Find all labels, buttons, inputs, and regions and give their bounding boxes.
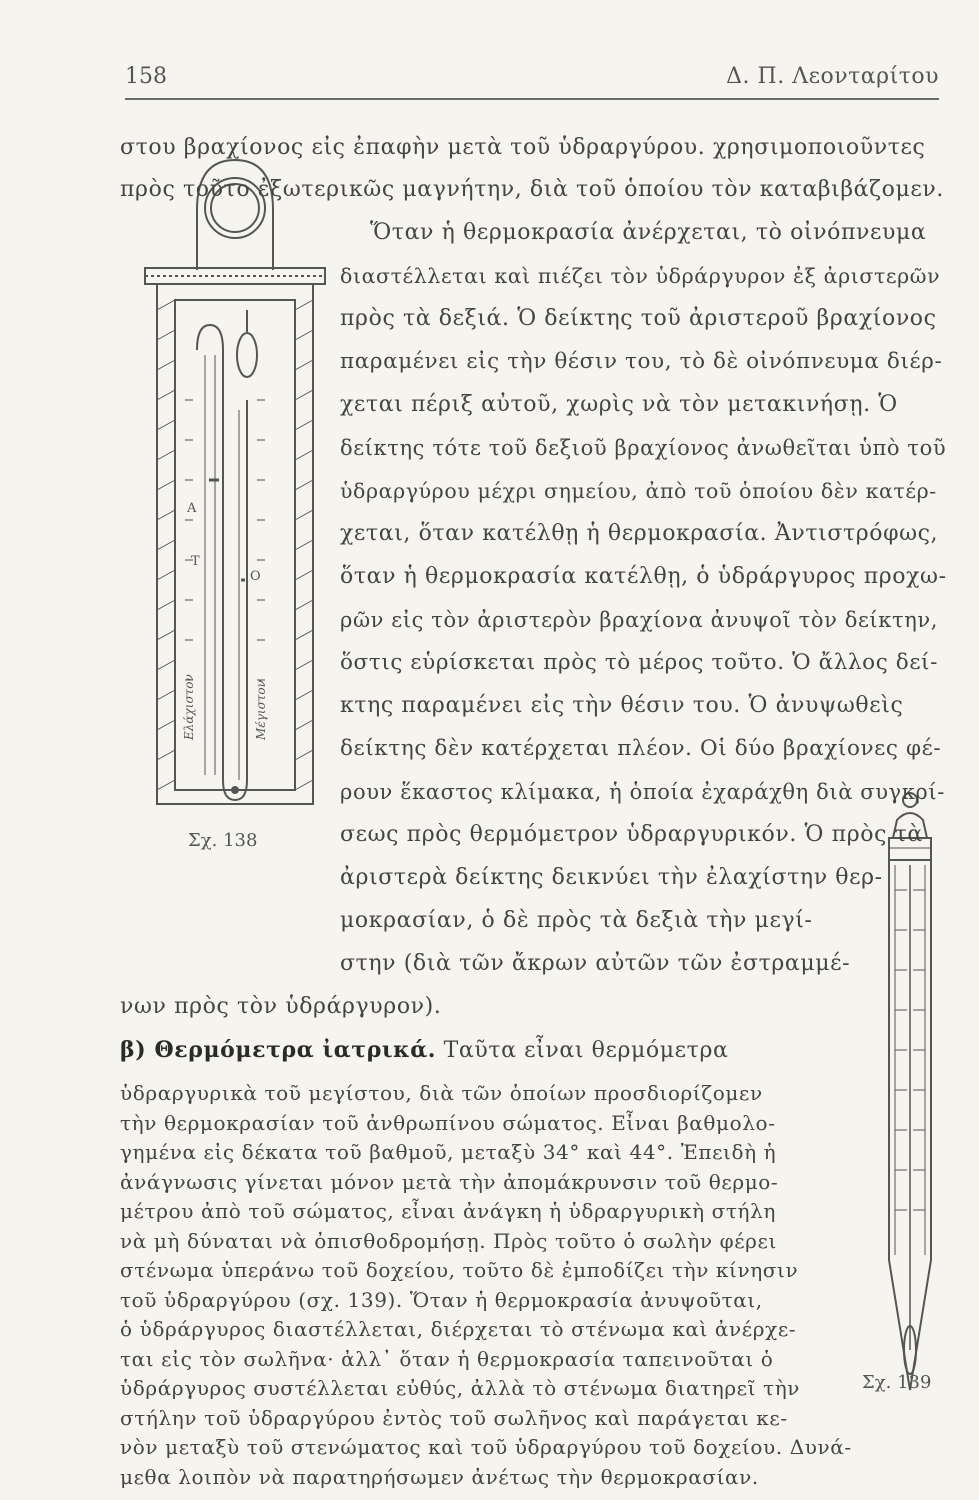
section-heading-line [120, 1035, 728, 1066]
running-head-author: Δ. Π. Λεονταρίτου [726, 64, 939, 89]
figure-139-caption: Σχ. 139 [862, 1372, 932, 1393]
text-line-23: τὴν θερμοκρασίαν τοῦ ἀνθρωπίνου σώματος. Εἶναι βαθμολο- [120, 1111, 776, 1135]
text-line-28: στένωμα ὑπεράνω τοῦ δοχείου, τοῦτο δὲ ἐμποδίζει τὴν κίνησιν [120, 1258, 799, 1282]
text-line-22: ὑδραργυρικὰ τοῦ μεγίστου, διὰ τῶν ὁποίων προσδιορίζομεν [120, 1081, 763, 1105]
text-line-6: παραμένει εἰς τὴν θέσιν του, τὸ δὲ οἰνόπνευμα διέρ- [340, 349, 943, 374]
text-line-31: ται εἰς τὸν σωλῆνα· ἀλλ᾽ ὅταν ἡ θερμοκρασία ταπεινοῦται ὁ [120, 1347, 774, 1371]
fig138-scale-max-label: Μέγιστον [254, 680, 268, 740]
text-line-20: στην (διὰ τῶν ἄκρων αὐτῶν τῶν ἐστραμμέ- [340, 951, 851, 976]
section-heading: β) Θερμόμετρα ἰατρικά. [120, 1037, 437, 1063]
text-line-24: γημένα εἰς δέκατα τοῦ βαθμοῦ, μεταξὺ 34° καὶ 44°. Ἐπειδὴ ἡ [120, 1140, 777, 1164]
text-line-5: πρὸς τὰ δεξιά. Ὁ δείκτης τοῦ ἀριστεροῦ βραχίονος [340, 306, 937, 331]
text-line-32: ὑδράργυρος συστέλλεται εὐθύς, ἀλλὰ τὸ στένωμα διατηρεῖ τὴν [120, 1376, 801, 1400]
text-line-1: στου βραχίονος εἰς ἐπαφὴν μετὰ τοῦ ὑδραργύρου. χρησιμοποιοῦντες [120, 135, 926, 160]
text-line-9: ὑδραργύρου μέχρι σημείου, ἀπὸ τοῦ ὁποίου δὲν κατέρ- [340, 479, 937, 503]
text-line-25: ἀνάγνωσις γίνεται μόνον μετὰ τὴν ἀπομάκρυνσιν τοῦ θερμο- [120, 1170, 779, 1194]
section-heading-continuation: Ταῦτα εἶναι θερμόμετρα [443, 1038, 729, 1063]
text-line-11: ὅταν ἡ θερμοκρασία κατέλθῃ, ὁ ὑδράργυρος προχω- [340, 564, 947, 589]
text-line-30: ὁ ὑδράργυρος διαστέλλεται, διέρχεται τὸ στένωμα καὶ ἀνέρχε- [120, 1317, 797, 1341]
text-line-17: σεως πρὸς θερμόμετρον ὑδραργυρικόν. Ὁ πρὸς τὰ [340, 822, 923, 847]
text-line-4: διαστέλλεται καὶ πιέζει τὸν ὑδράργυρον ἐξ ἀριστερῶν [340, 264, 941, 288]
text-line-18: ἀριστερὰ δείκτης δεικνύει τὴν ἐλαχίστην θερ- [340, 865, 883, 890]
text-line-14: κτης παραμένει εἰς τὴν θέσιν του. Ὁ ἀνυψωθεὶς [340, 693, 904, 718]
text-line-3: Ὅταν ἡ θερμοκρασία ἀνέρχεται, τὸ οἰνόπνευμα [370, 220, 927, 245]
text-line-2: πρὸς τοῦτο ἐξωτερικῶς μαγνήτην, διὰ τοῦ ὁποίου τὸν καταβιβάζομεν. [120, 177, 944, 202]
text-line-8: δείκτης τότε τοῦ δεξιοῦ βραχίονος ἀνωθεῖται ὑπὸ τοῦ [340, 436, 947, 460]
text-line-16: ρουν ἕκαστος κλίμακα, ἡ ὁποία ἐχαράχθη διὰ συγκρί- [340, 780, 945, 804]
text-line-15: δείκτης δὲν κατέρχεται πλέον. Οἱ δύο βραχίονες φέ- [340, 736, 942, 761]
text-line-7: χεται πέριξ αὐτοῦ, χωρὶς νὰ τὸν μετακινήσῃ. Ὁ [340, 392, 898, 417]
text-line-27: νὰ μὴ δύναται νὰ ὀπισθοδρομήσῃ. Πρὸς τοῦτο ὁ σωλὴν φέρει [120, 1229, 777, 1253]
figure-138-caption: Σχ. 138 [188, 830, 258, 851]
fig138-label-o: Ο [250, 569, 261, 584]
text-line-12: ρῶν εἰς τὸν ἀριστερὸν βραχίονα ἀνυψοῖ τὸν δείκτην, [340, 608, 939, 632]
text-line-34: νὸν μεταξὺ τοῦ στενώματος καὶ τοῦ ὑδραργύρου τοῦ δοχείου. Δυνά- [120, 1435, 852, 1459]
text-line-13: ὅστις εὑρίσκεται πρὸς τὸ μέρος τοῦτο. Ὁ ἄλλος δεί- [340, 650, 938, 675]
text-line-19: μοκρασίαν, ὁ δὲ πρὸς τὰ δεξιὰ τὴν μεγί- [340, 908, 813, 933]
figure-138-minmax-thermometer [135, 140, 335, 820]
text-line-29: τοῦ ὑδραργύρου (σχ. 139). Ὅταν ἡ θερμοκρασία ἀνυψοῦται, [120, 1288, 763, 1312]
text-line-33: στήλην τοῦ ὑδραργύρου ἐντὸς τοῦ σωλῆνος καὶ παράγεται κε- [120, 1406, 788, 1430]
page-number: 158 [125, 64, 167, 89]
text-line-35: μεθα λοιπὸν νὰ παρατηρήσωμεν ἀνέτως τὴν θερμοκρασίαν. [120, 1465, 759, 1489]
text-line-10: χεται, ὅταν κατέλθῃ ἡ θερμοκρασία. Ἀντιστρόφως, [340, 521, 939, 546]
figure-139-clinical-thermometer [875, 790, 945, 1400]
text-line-21: νων πρὸς τὸν ὑδράργυρον). [120, 994, 442, 1019]
fig138-label-a: Α [187, 501, 197, 516]
fig138-scale-min-label: Ελάχιστον [182, 674, 196, 740]
page-header [125, 62, 939, 100]
text-line-26: μέτρου ἀπὸ τοῦ σώματος, εἶναι ἀνάγκη ἡ ὑδραργυρικὴ στήλη [120, 1199, 776, 1223]
fig138-label-t: Τ [191, 554, 200, 569]
